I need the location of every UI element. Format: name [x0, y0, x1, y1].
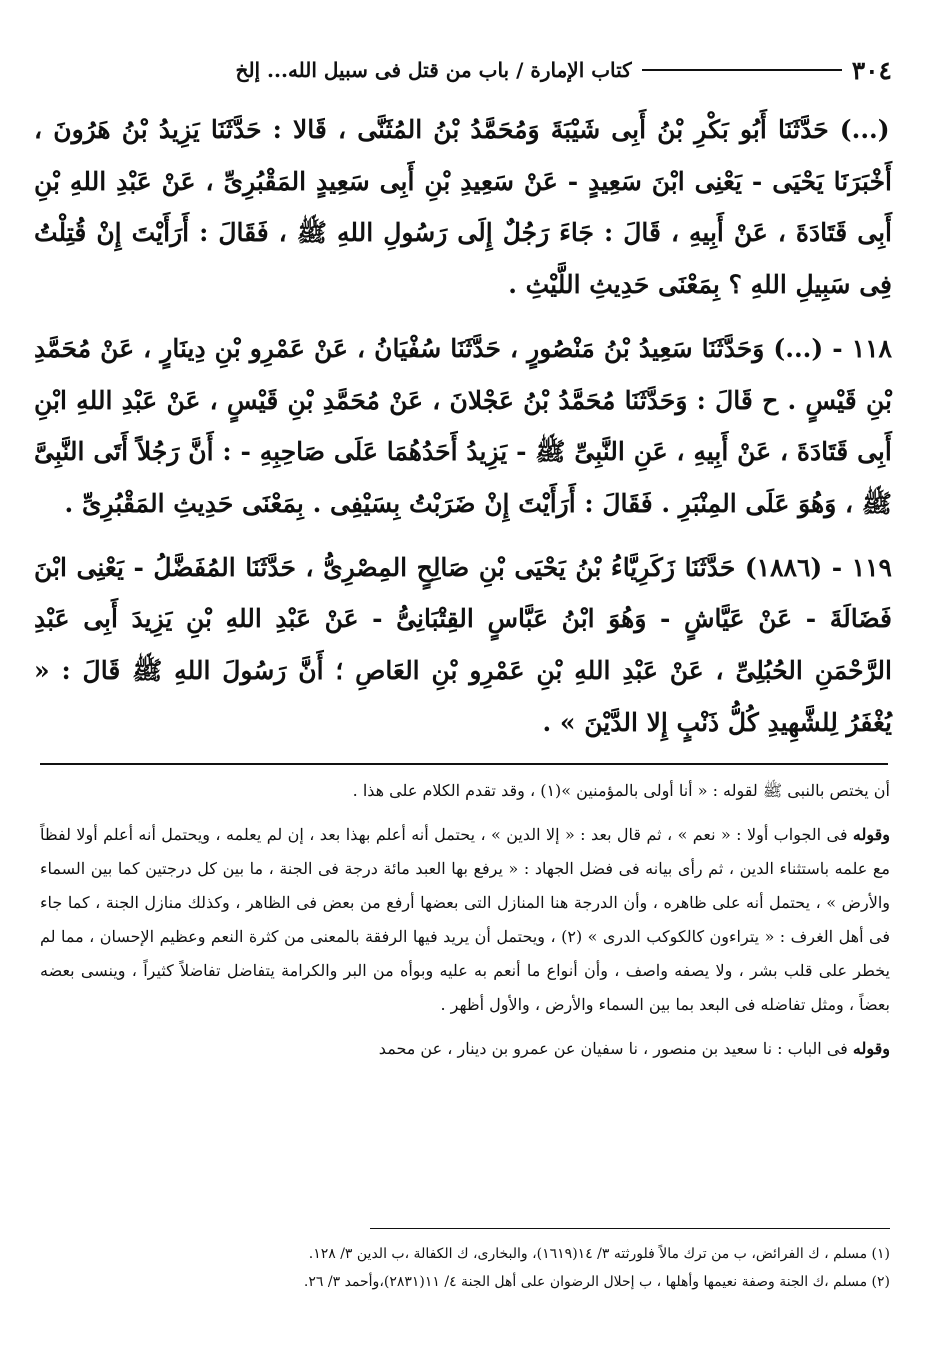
hadith-line: ١١٨ - (...) وَحَدَّثَنَا سَعِيدُ بْنُ مَنْصُورٍ ، حَدَّثَنَا سُفْيَانُ ، عَنْ عَمْرِو بْنِ دِينَارٍ ، عَنْ: [100, 333, 892, 363]
hadith-paragraph: [34, 104, 892, 311]
hadith-text: [34, 104, 892, 748]
hadith-line: ابْنِ أَبِى قَتَادَةَ ، عَنْ أَبِيهِ ، عَنِ النَّبِىِّ ﷺ - يَزِيدُ أَحَدُهُمَا عَلَى صَاحِبِهِ - : أَنَّ رَجُلاً أَتَى النَّبِىَّ: [34, 385, 892, 467]
header-rule: [642, 69, 842, 71]
hadith-paragraph: [34, 542, 892, 749]
running-header: [36, 50, 892, 90]
footnote: (١) مسلم ، ك الفرائض، ب من ترك مالاً فلورثته ٣/ ١٤(١٦١٩)، والبخارى، ك الكفالة ،ب الدين ٣/ ١٢٨.: [308, 1246, 890, 1262]
commentary-text: فى الجواب أولا : « نعم » ، ثم قال بعد : « إلا الدين » ، يحتمل أنه أعلم بهذا بعد ، إن لم يعلمه ، ويحتمل أنه أعلم أولا لفظاً مع علمه باستثناء الدين ، ثم رأى بيانه فى فضل الجهاد : « يرفع بها العبد مائة درجة فى الجنة ، ما بين كل درجتين كما بين السماء والأرض » ، يحتمل أنه على ظاهره ، وأن الدرجة هنا المنازل التى بعضها أرفع من بعض فى الظاهر ، وكذلك منازل الجنة ، كما جاء فى أهل الغرف : « يتراءون كالكوكب الدرى » (٢) ، ويحتمل أن يريد فيها الرفقة بالمعنى من كثرة النعم وعظيم الإحسان ، مما لم يخطر على قلب بشر ، ولا يصفه واصف ، وأن أنواع ما أنعم به عليه وبوأه من البر والكرامة يتفاضل تفاضلاً كثيراً ، وينسى بعضه بعضاً ، ومثل تفاضله فى البعد بما بين السماء والأرض ، والأول أظهر .: [40, 825, 891, 1014]
page-number: ٣٠٤: [851, 55, 892, 85]
hadith-line: بِمَعْنَى حَدِيثِ اللَّيْثِ .: [508, 270, 720, 300]
hadith-line: قَتَادَةَ ، عَنْ أَبِيهِ ، قَالَ : جَاءَ رَجُلٌ إِلَى رَسُولِ اللهِ ﷺ ، فَقَالَ : أَرَأَيْتَ إِنْ قُتِلْتُ فِى سَبِيلِ اللهِ ؟: [34, 218, 892, 300]
hadith-line: مُحَمَّدِ بْنِ قَيْسٍ . ح قَالَ : وَحَدَّثَنَا مُحَمَّدُ بْنُ عَجْلانَ ، عَنْ مُحَمَّدِ بْنِ قَيْسٍ ، عَنْ عَبْدِ اللهِ: [34, 333, 892, 415]
hadith-line: ﷺ ، وَهُوَ عَلَى المِنْبَرِ . فَقَالَ : أَرَأَيْتَ إِنْ ضَرَبْتُ بِسَيْفِى . بِمَعْنَى حَدِيثِ المَقْبُرِىِّ .: [64, 488, 892, 518]
footnotes: [40, 1240, 890, 1296]
hadith-line: ذَنْبٍ إِلا الدَّيْنَ » .: [542, 707, 720, 737]
commentary-lead: وقوله: [852, 825, 890, 844]
hadith-line: ابْنَ فَضَالَةَ - عَنْ عَيَّاشٍ - وَهُوَ ابْنُ عَبَّاسٍ القِتْبَانِىُّ - عَنْ عَبْدِ اللهِ بْنِ يَزِيدَ أَبِى عَبْدِ الرَّحْمَنِ: [34, 552, 892, 686]
commentary-paragraph: [40, 1032, 890, 1066]
hadith-paragraph: [34, 323, 892, 530]
hadith-line: (...) حَدَّثَنَا أَبُو بَكْرِ بْنُ أَبِى شَيْبَةَ وَمُحَمَّدُ بْنُ المُثَنَّى ، قَالا : حَدَّثَنَا يَزِيدُ بْنُ هَرُونَ ،: [34, 115, 890, 144]
commentary: [40, 774, 890, 1066]
commentary-paragraph: [40, 774, 890, 808]
footnote: (٢) مسلم ،ك الجنة وصفة نعيمها وأهلها ، ب إحلال الرضوان على أهل الجنة ٤/ ١١(٢٨٣١)،وأحمد ٣/ ٢٦.: [303, 1274, 890, 1290]
commentary-paragraph: [40, 818, 890, 1022]
commentary-divider: [40, 763, 888, 765]
hadith-line: الحُبُلِىِّ ، عَنْ عَبْدِ اللهِ بْنِ عَمْرِو بْنِ العَاصِ ؛ أَنَّ رَسُولَ اللهِ ﷺ قَالَ : « يُغْفَرُ لِلشَّهِيدِ كُلُّ: [34, 656, 892, 737]
hadith-line: أَخْبَرَنَا يَحْيَى - يَعْنِى ابْنَ سَعِيدٍ - عَنْ سَعِيدِ بْنِ أَبِى سَعِيدٍ المَقْبُرِىِّ ، عَنْ عَبْدِ اللهِ بْنِ أَبِى: [34, 166, 892, 248]
commentary-text: أن يختص بالنبى ﷺ لقوله : « أنا أولى بالمؤمنين »(١) ، وقد تقدم الكلام على هذا .: [352, 781, 890, 800]
running-title: كتاب الإمارة / باب من قتل فى سبيل الله... إلخ: [235, 58, 632, 82]
footnote-rule: [370, 1228, 890, 1229]
hadith-line: ١١٩ - (١٨٨٦) حَدَّثَنَا زَكَرِيَّاءُ بْنُ يَحْيَى بْنِ صَالِحٍ المِصْرِىُّ ، حَدَّثَنَا المُفَضَّلُ - يَعْنِى: [76, 552, 892, 582]
commentary-lead: وقوله: [852, 1039, 890, 1058]
commentary-text: فى الباب : نا سعيد بن منصور ، نا سفيان عن عمرو بن دينار ، عن محمد: [378, 1039, 853, 1058]
